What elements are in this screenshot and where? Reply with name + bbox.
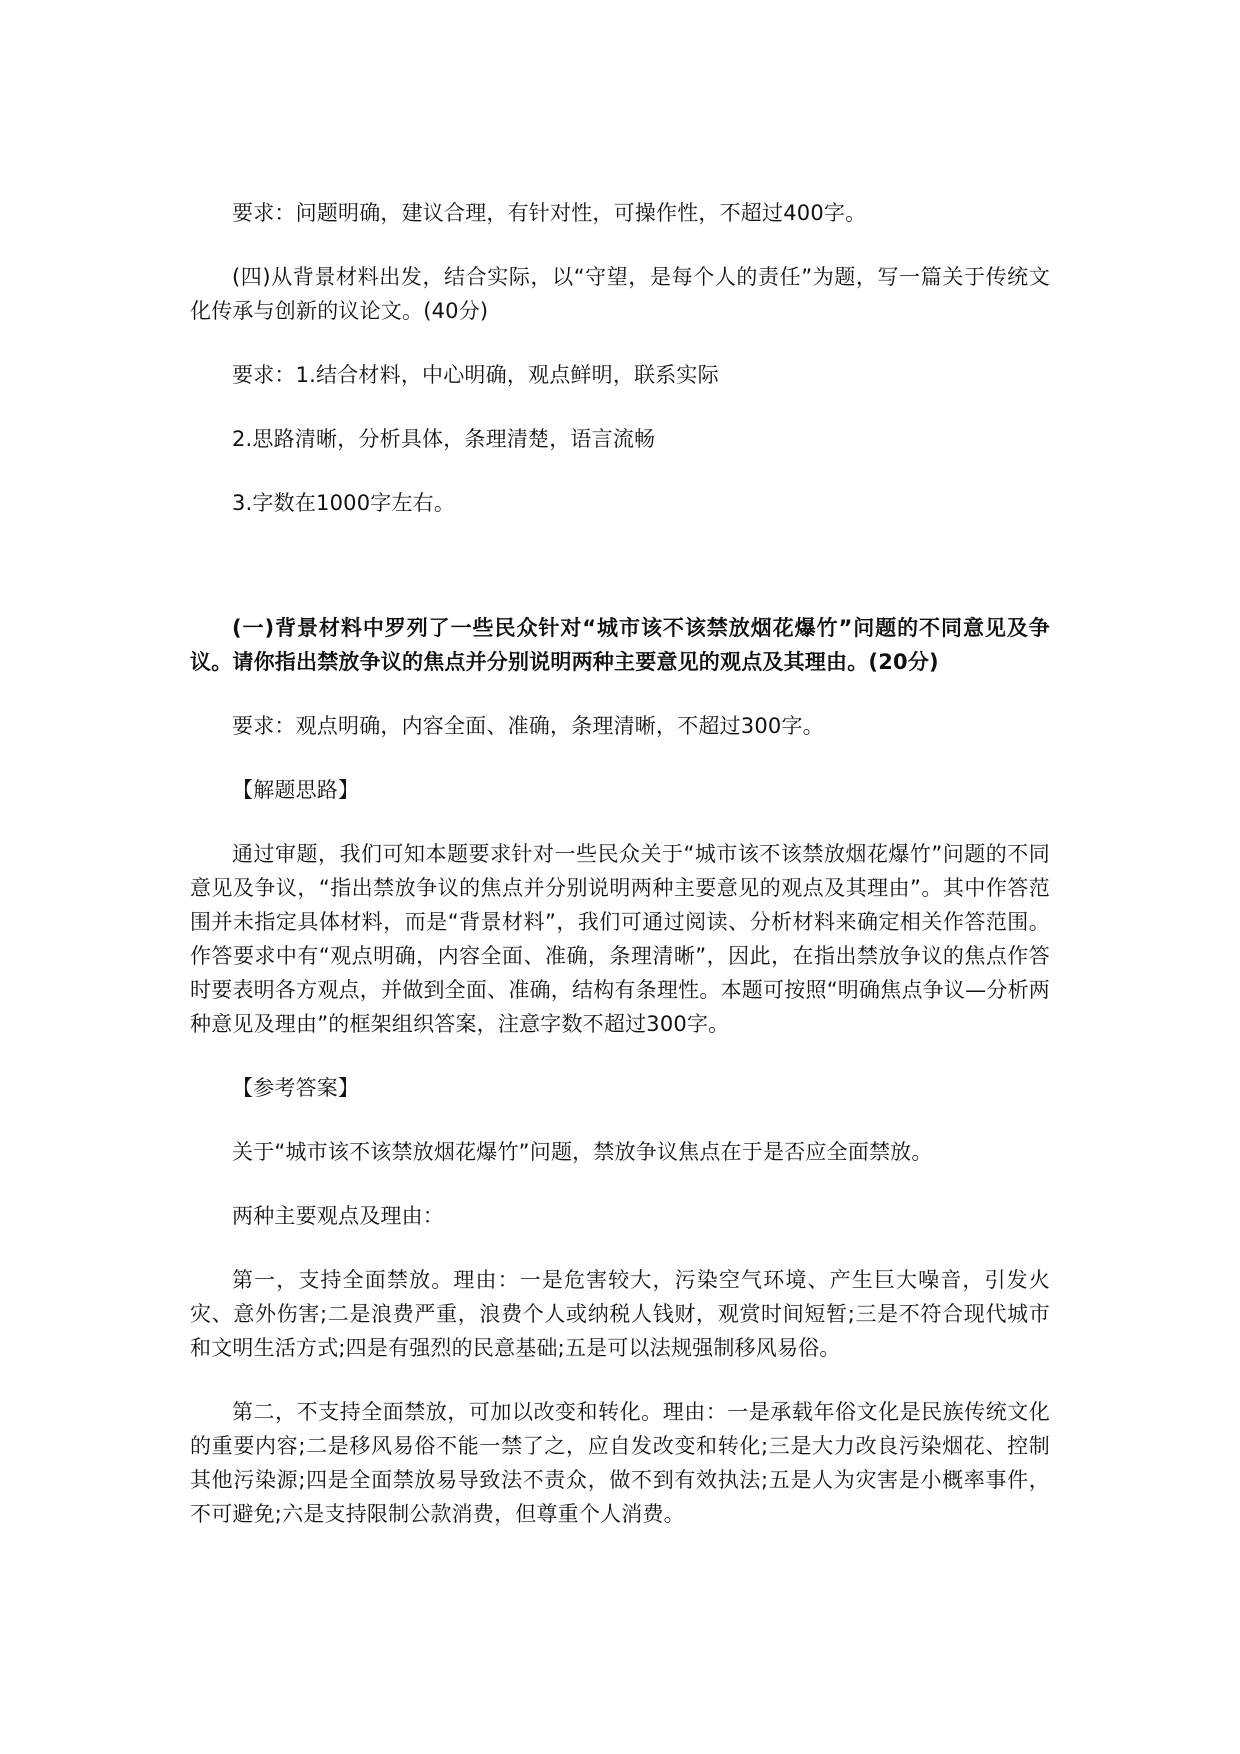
requirement-item-3: 3.字数在1000字左右。 <box>232 491 456 515</box>
answer-view-one: 第一，支持全面禁放。理由：一是危害较大，污染空气环境、产生巨大噪音，引发火灾、意外伤害;二是浪费严重，浪费个人或纳税人钱财，观赏时间短暂;三是不符合现代城市和文明生活方式;四是有强烈的民意基础;五是可以法规强制移风易俗。 <box>190 1268 1050 1360</box>
requirement-item-1: 要求：1.结合材料，中心明确，观点鲜明，联系实际 <box>232 363 719 387</box>
analysis-heading: 【解题思路】 <box>232 778 360 802</box>
question-one-heading: (一)背景材料中罗列了一些民众针对“城市该不该禁放烟花爆竹”问题的不同意见及争议。请你指出禁放争议的焦点并分别说明两种主要意见的观点及其理由。(20分) <box>190 616 1050 674</box>
document-page <box>190 196 1050 1531</box>
answer-view-two: 第二，不支持全面禁放，可加以改变和转化。理由：一是承载年俗文化是民族传统文化的重要内容;二是移风易俗不能一禁了之，应自发改变和转化;三是大力改良污染烟花、控制其他污染源;四是全面禁放易导致法不责众，做不到有效执法;五是人为灾害是小概率事件，不可避免;六是支持限制公款消费，但尊重个人消费。 <box>190 1400 1050 1526</box>
requirement-paragraph: 要求：问题明确，建议合理，有针对性，可操作性，不超过400字。 <box>232 201 867 225</box>
question-one-requirement: 要求：观点明确，内容全面、准确，条理清晰，不超过300字。 <box>232 714 824 738</box>
answer-intro: 关于“城市该不该禁放烟花爆竹”问题，禁放争议焦点在于是否应全面禁放。 <box>232 1140 933 1164</box>
question-four-paragraph: (四)从背景材料出发，结合实际，以“守望，是每个人的责任”为题，写一篇关于传统文化传承与创新的议论文。(40分) <box>190 265 1050 323</box>
answer-heading: 【参考答案】 <box>232 1076 360 1100</box>
analysis-paragraph: 通过审题，我们可知本题要求针对一些民众关于“城市该不该禁放烟花爆竹”问题的不同意见及争议，“指出禁放争议的焦点并分别说明两种主要意见的观点及其理由”。其中作答范围并未指定具体材料，而是“背景材料”，我们可通过阅读、分析材料来确定相关作答范围。作答要求中有“观点明确，内容全面、准确，条理清晰”，因此，在指出禁放争议的焦点作答时要表明各方观点，并做到全面、准确，结构有条理性。本题可按照“明确焦点争议—分析两种意见及理由”的框架组织答案，注意字数不超过300字。 <box>190 842 1050 1036</box>
answer-views-label: 两种主要观点及理由： <box>232 1204 444 1228</box>
requirement-item-2: 2.思路清晰，分析具体，条理清楚，语言流畅 <box>232 427 656 451</box>
